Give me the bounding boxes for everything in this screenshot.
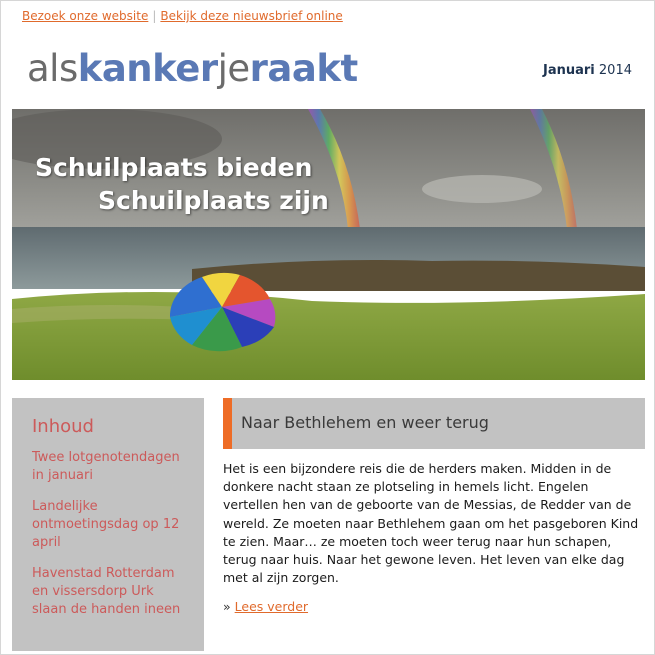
view-online-link[interactable]: Bekijk deze nieuwsbrief online (160, 9, 343, 23)
article-header (223, 398, 645, 449)
issue-year: 2014 (598, 63, 632, 78)
article-title: Naar Bethlehem en weer terug (241, 413, 489, 432)
hero-title-line1: Schuilplaats bieden (35, 153, 313, 182)
hero-title-line2: Schuilplaats zijn (98, 186, 329, 215)
hero-illustration (12, 109, 645, 380)
article-body: Het is een bijzondere reis die de herders maken. Midden in de donkere nacht staan ze plotseling in hemels licht. Engelen vertellen hen van de geboorte van de Messias, de Redder van de wereld. Ze moeten naar Bethlehem gaan om het pasgeboren Kind te zien. Maar… ze moeten toch weer terug naar hun schapen, terug naar huis. Naar het gewone leven. Het leven van elke dag met al zijn zorgen. (223, 461, 639, 586)
sidebar-item-lotgenotendagen[interactable]: Twee lotgenotendagen in januari (32, 450, 180, 483)
read-more (223, 599, 308, 614)
issue-month: Januari (543, 63, 595, 78)
visit-website-link[interactable]: Bezoek onze website (22, 9, 149, 23)
sidebar-title: Inhoud (32, 416, 94, 437)
read-more-link[interactable]: Lees verder (234, 599, 309, 614)
sidebar-contents (12, 398, 204, 651)
link-separator: | (152, 9, 157, 23)
article-accent-bar (223, 398, 232, 449)
logo-part-kanker: kanker (77, 47, 218, 90)
read-more-arrow: » (223, 599, 231, 614)
logo[interactable] (27, 45, 358, 93)
logo-part-als: als (27, 47, 78, 90)
logo-part-je: je (217, 47, 250, 90)
hero-image (12, 109, 645, 380)
sidebar-item-rotterdam-urk[interactable]: Havenstad Rotterdam en vissersdorp Urk slaan de handen ineen (32, 566, 181, 617)
sidebar-item-ontmoetingsdag[interactable]: Landelijke ontmoetingsdag op 12 april (32, 499, 180, 550)
issue-date (543, 63, 632, 78)
logo-part-raakt: raakt (249, 47, 358, 90)
top-links (22, 9, 343, 23)
